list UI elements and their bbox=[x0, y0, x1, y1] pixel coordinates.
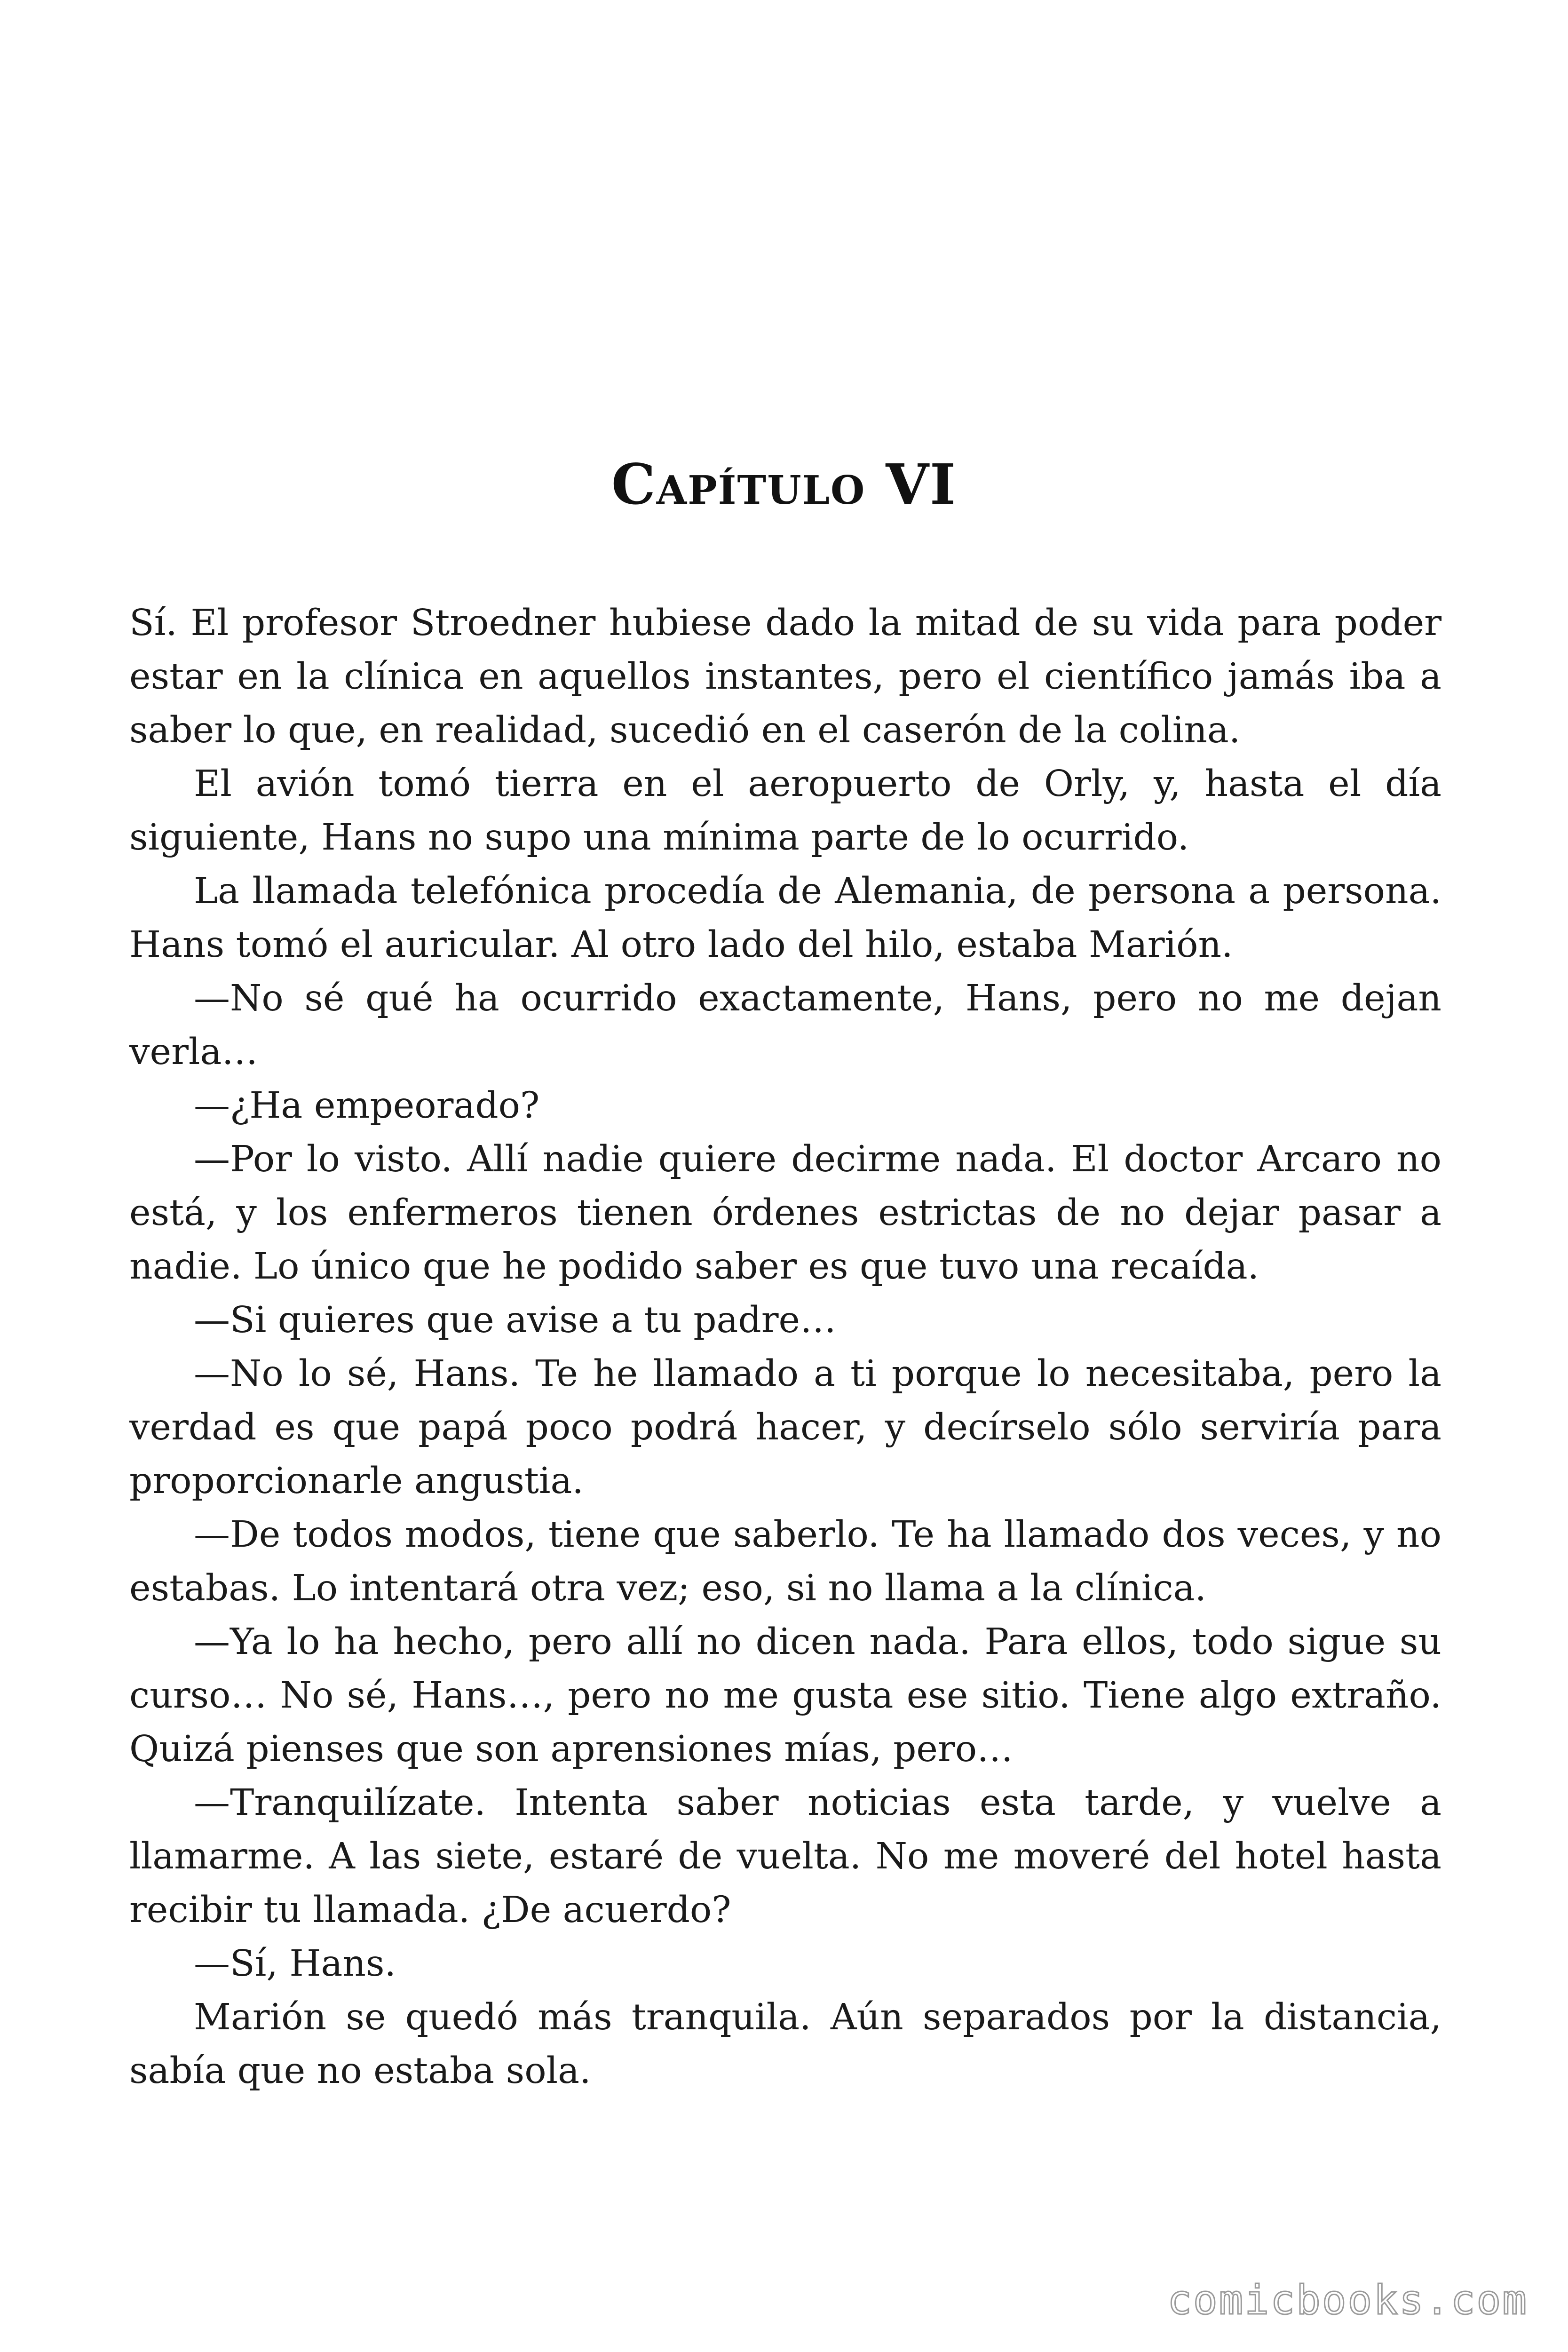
paragraph-9: —De todos modos, tiene que saberlo. Te ha llamado dos veces, y no estabas. Lo intentará otra vez; eso, si no llama a la clínica. bbox=[129, 1514, 1441, 1609]
paragraph-5: —¿Ha empeorado? bbox=[194, 1085, 540, 1127]
watermark-text: comicbooks.com bbox=[1167, 2277, 1528, 2324]
chapter-title: Capítulo VI bbox=[611, 452, 957, 517]
paragraph-6: —Por lo visto. Allí nadie quiere decirme nada. El doctor Arcaro no está, y los enfermeros tienen órdenes estrictas de no dejar pasar a nadie. Lo único que he podido saber es que tuvo una recaída. bbox=[129, 1138, 1441, 1287]
paragraph-8: —No lo sé, Hans. Te he llamado a ti porque lo necesitaba, pero la verdad es que papá poco podrá hacer, y decírselo sólo serviría para proporcionarle angustia. bbox=[129, 1353, 1441, 1502]
paragraph-3: La llamada telefónica procedía de Alemania, de persona a persona. Hans tomó el auricular. Al otro lado del hilo, estaba Marión. bbox=[129, 870, 1441, 966]
paragraph-11: —Tranquilízate. Intenta saber noticias esta tarde, y vuelve a llamarme. A las siete, estaré de vuelta. No me moveré del hotel hasta recibir tu llamada. ¿De acuerdo? bbox=[129, 1782, 1441, 1931]
paragraph-13: Marión se quedó más tranquila. Aún separados por la distancia, sabía que no estaba sola. bbox=[129, 1996, 1441, 2092]
chapter-body bbox=[129, 596, 1441, 2098]
paragraph-10: —Ya lo ha hecho, pero allí no dicen nada. Para ellos, todo sigue su curso… No sé, Hans…, pero no me gusta ese sitio. Tiene algo extraño. Quizá pienses que son aprensiones mías, pero… bbox=[129, 1621, 1441, 1770]
paragraph-7: —Si quieres que avise a tu padre… bbox=[194, 1299, 837, 1341]
paragraph-2: El avión tomó tierra en el aeropuerto de Orly, y, hasta el día siguiente, Hans no supo una mínima parte de lo ocurrido. bbox=[129, 763, 1441, 858]
paragraph-12: —Sí, Hans. bbox=[194, 1943, 396, 1985]
paragraph-1: Sí. El profesor Stroedner hubiese dado la mitad de su vida para poder estar en la clínica en aquellos instantes, pero el científico jamás iba a saber lo que, en realidad, sucedió en el caserón de la colina. bbox=[129, 602, 1441, 751]
paragraph-4: —No sé qué ha ocurrido exactamente, Hans, pero no me dejan verla… bbox=[129, 977, 1441, 1073]
